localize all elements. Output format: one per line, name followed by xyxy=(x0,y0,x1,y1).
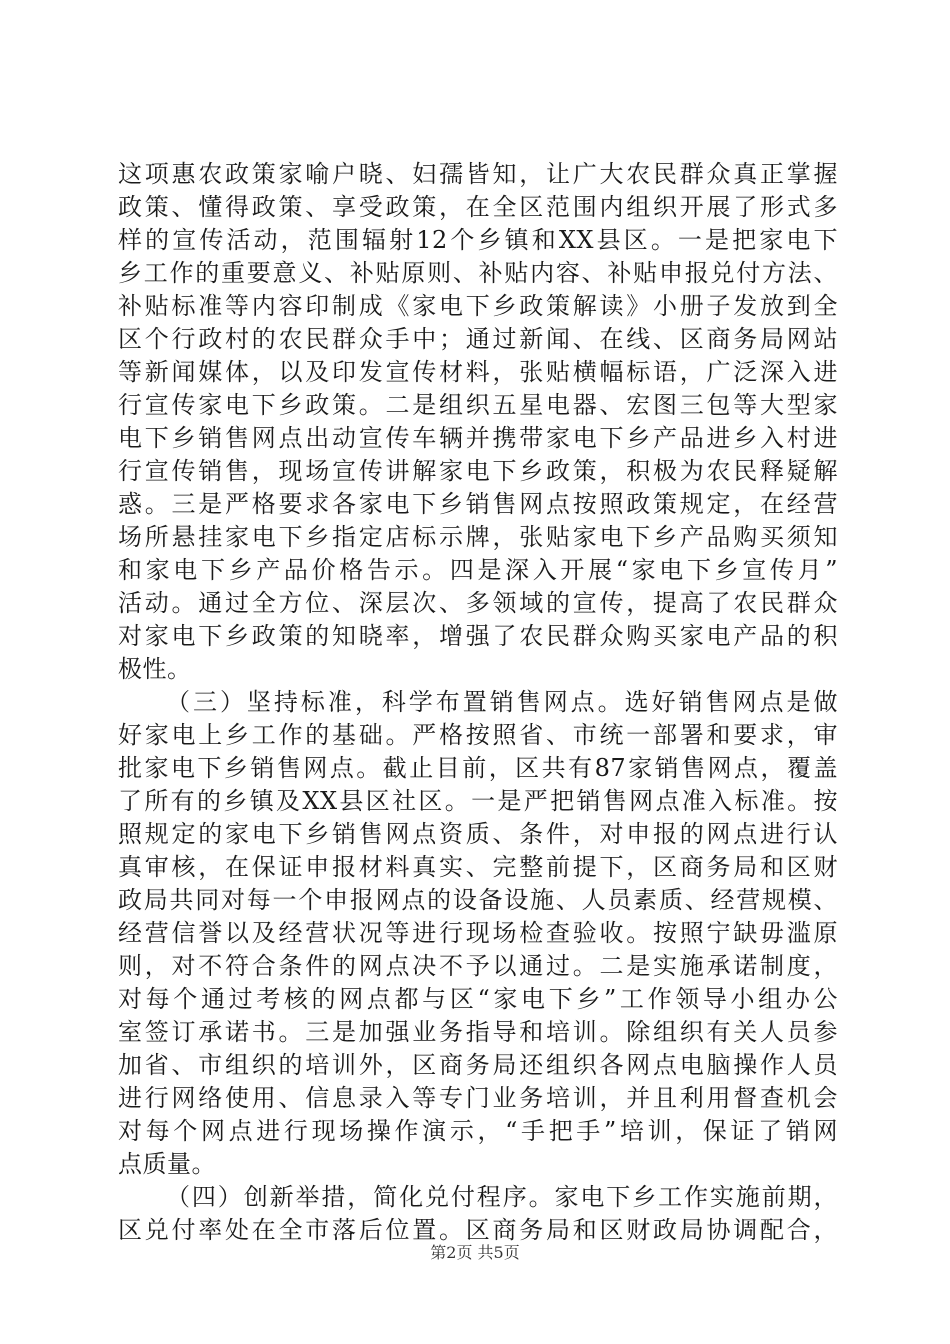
text-line: 惑。三是严格要求各家电下乡销售网点按照政策规定，在经营 xyxy=(118,490,838,518)
text-line: 和家电下乡产品价格告示。四是深入开展“家电下乡宣传月” xyxy=(118,556,838,584)
text-line: 经营信誉以及经营状况等进行现场检查验收。按照宁缺毋滥原 xyxy=(118,919,838,947)
text-line: 批家电下乡销售网点。截止目前，区共有87家销售网点，覆盖 xyxy=(118,754,838,782)
text-line: 场所悬挂家电下乡指定店标示牌，张贴家电下乡产品购买须知 xyxy=(118,523,838,551)
text-line: 行宣传家电下乡政策。二是组织五星电器、宏图三包等大型家 xyxy=(118,391,838,419)
text-line: 乡工作的重要意义、补贴原则、补贴内容、补贴申报兑付方法、 xyxy=(118,259,838,287)
text-line: 进行网络使用、信息录入等专门业务培训，并且利用督查机会 xyxy=(118,1084,838,1112)
text-line: 照规定的家电下乡销售网点资质、条件，对申报的网点进行认 xyxy=(118,820,838,848)
text-line: 样的宣传活动，范围辐射12个乡镇和XX县区。一是把家电下 xyxy=(118,226,838,254)
text-line: 区个行政村的农民群众手中；通过新闻、在线、区商务局网站 xyxy=(118,325,838,353)
text-line: 加省、市组织的培训外，区商务局还组织各网点电脑操作人员 xyxy=(118,1051,838,1079)
text-line: 室签订承诺书。三是加强业务指导和培训。除组织有关人员参 xyxy=(118,1018,838,1046)
document-body xyxy=(118,158,838,1247)
text-line: 电下乡销售网点出动宣传车辆并携带家电下乡产品进乡入村进 xyxy=(118,424,838,452)
text-line: 政局共同对每一个申报网点的设备设施、人员素质、经营规模、 xyxy=(118,886,838,914)
text-line: 好家电上乡工作的基础。严格按照省、市统一部署和要求，审 xyxy=(118,721,838,749)
text-line: 补贴标准等内容印制成《家电下乡政策解读》小册子发放到全 xyxy=(118,292,838,320)
text-line: 了所有的乡镇及XX县区社区。一是严把销售网点准入标准。按 xyxy=(118,787,838,815)
text-line: 行宣传销售，现场宣传讲解家电下乡政策，积极为农民释疑解 xyxy=(118,457,838,485)
text-line: 政策、懂得政策、享受政策，在全区范围内组织开展了形式多 xyxy=(118,193,838,221)
text-line: 极性。 xyxy=(118,655,192,683)
text-line: 等新闻媒体，以及印发宣传材料，张贴横幅标语，广泛深入进 xyxy=(118,358,838,386)
text-line: 真审核，在保证申报材料真实、完整前提下，区商务局和区财 xyxy=(118,853,838,881)
text-line: 点质量。 xyxy=(118,1150,216,1178)
text-line: 对每个通过考核的网点都与区“家电下乡”工作领导小组办公 xyxy=(118,985,838,1013)
text-line: 这项惠农政策家喻户晓、妇孺皆知，让广大农民群众真正掌握 xyxy=(118,160,838,188)
page-footer: 第2页 共5页 xyxy=(430,1243,520,1262)
text-line: 对家电下乡政策的知晓率，增强了农民群众购买家电产品的积 xyxy=(118,622,838,650)
text-line: 对每个网点进行现场操作演示，“手把手”培训，保证了销网 xyxy=(118,1117,838,1145)
text-line: （四）创新举措，简化兑付程序。家电下乡工作实施前期， xyxy=(166,1183,838,1211)
text-line: 则，对不符合条件的网点决不予以通过。二是实施承诺制度， xyxy=(118,952,838,980)
text-line: 区兑付率处在全市落后位置。区商务局和区财政局协调配合， xyxy=(118,1216,838,1244)
text-line: （三）坚持标准，科学布置销售网点。选好销售网点是做 xyxy=(166,688,838,716)
text-line: 活动。通过全方位、深层次、多领域的宣传，提高了农民群众 xyxy=(118,589,838,617)
